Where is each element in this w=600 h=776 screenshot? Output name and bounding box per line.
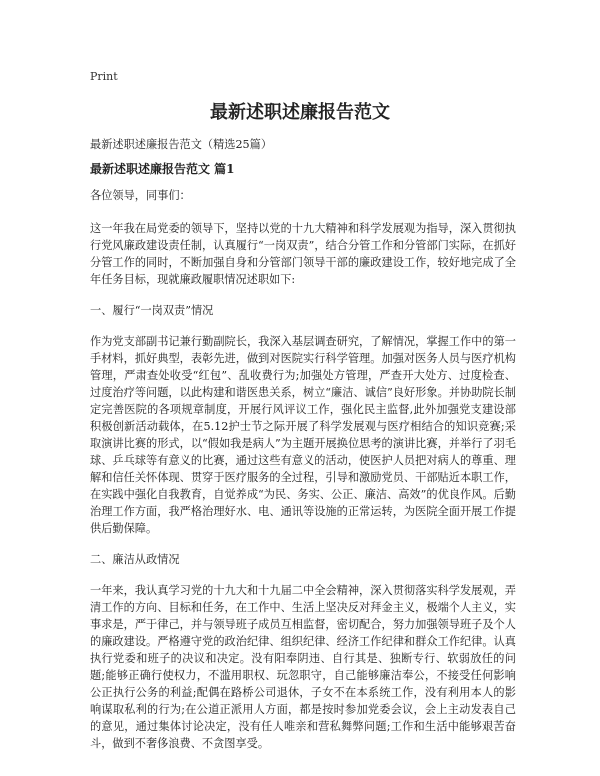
- section-title: 最新述职述廉报告范文 篇1: [90, 162, 235, 176]
- document-title: 最新述职述廉报告范文: [210, 102, 390, 123]
- document-body: [90, 136, 516, 766]
- intro-paragraph: 这一年我在局党委的领导下，坚持以党的十九大精神和科学发展观为指导，深入贯彻执行党风廉政建设责任制，认真履行“一岗双责”，结合分管工作和分管部门实际，在抓好分管工作的同时，不断加强自身和分管部门领导干部的廉政建设工作，较好地完成了全年任务目标，现就廉政履职情况述职如下:: [90, 222, 516, 286]
- heading-integrity: 二、廉洁从政情况: [90, 553, 180, 566]
- greeting: 各位领导，同事们：: [90, 189, 191, 202]
- duty-paragraph: 作为党支部副书记兼行勤副院长，我深入基层调查研究，了解情况，掌握工作中的第一手材料，抓好典型，表彰先进，做到对医院实行科学管理。加强对医务人员与医疗机构管理，严肃查处收受“红包”、乱收费行为;加强处方管理，严查开大处方、过度检查、过度治疗等问题，以此构建和谐医患关系，树立“廉洁、诚信”良好形象。并协助院长制定完善医院的各项规章制度，开展行风评议工作，强化民主监督,此外加强党支建设部积极创新活动载体，在5.12护士节之际开展了科学发展观与医疗相结合的知识竞赛;采取演讲比赛的形式，以“假如我是病人”为主题开展换位思考的演讲比赛，并举行了羽毛球、乒乓球等有意义的比赛，通过这些有意义的活动，使医护人员把对病人的尊重、理解和信任关怀体现、贯穿于医疗服务的全过程，引导和激励党员、干部贴近本职工作，在实践中强化自我教育，自觉养成“为民、务实、公正、廉洁、高效”的优良作风。后勤治理工作方面，我严格治理好水、电、通讯等设施的正常运转，为医院全面开展工作提供后勤保障。: [90, 335, 516, 535]
- document-subtitle: 最新述职述廉报告范文（精选25篇）: [90, 138, 273, 151]
- integrity-paragraph: 一年来，我认真学习党的十九大和十九届二中全会精神，深入贯彻落实科学发展观，弄清工作的方向、目标和任务，在工作中、生活上坚决反对拜金主义，极端个人主义，实事求是，严于律己，并与领导班子成员互相监督，密切配合，努力加强领导班子及个人的廉政建设。严格遵守党的政治纪律、组织纪律、经济工作纪律和群众工作纪律。认真执行党委和班子的决议和决定。没有阳奉阴违、自行其是、独断专行、软弱放任的问题;能够正确行使权力，不滥用职权、玩忽职守，自己能够廉洁奉公，不接受任何影响公正执行公务的利益;配偶在路桥公司退休，子女不在本系统工作，没有利用本人的影响谋取私利的行为;在公道正派用人方面，都是按时参加党委会议，会上主动发表自己的意见，通过集体讨论决定，没有任人唯亲和营私舞弊问题;工作和生活中能够艰苦奋斗，做到不奢侈浪费、不贪图享受。: [90, 584, 516, 750]
- heading-duty: 一、履行“一岗双责”情况: [90, 304, 214, 317]
- print-link[interactable]: Print: [90, 70, 118, 83]
